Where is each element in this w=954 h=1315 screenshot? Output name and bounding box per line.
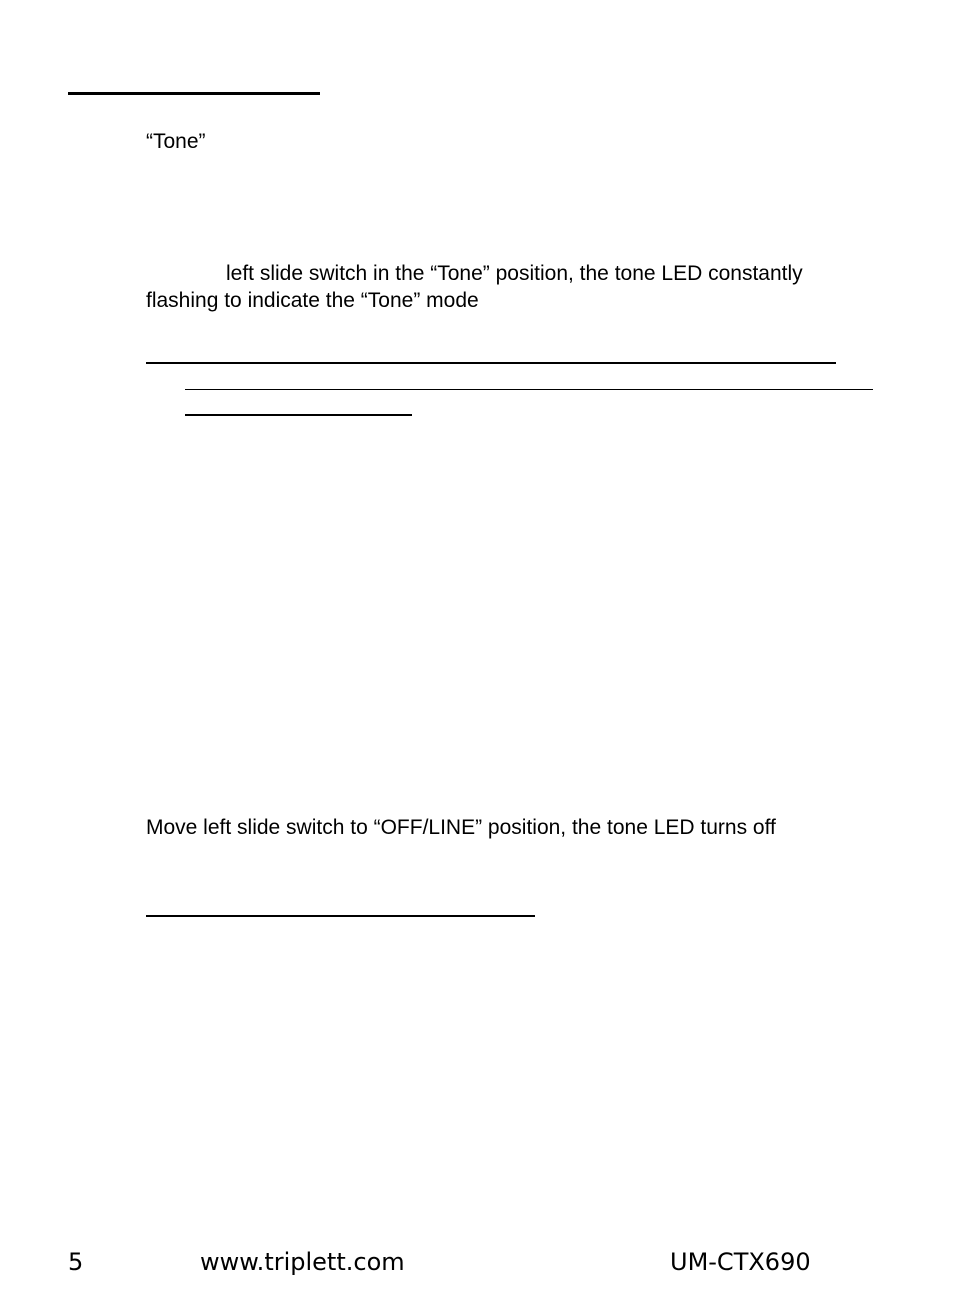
paragraph-tone-line-2: flashing to indicate the “Tone” mode [146,289,479,312]
paragraph-off-line: Move left slide switch to “OFF/LINE” position, the tone LED turns off [146,816,776,839]
subheading-underline-short [185,414,412,416]
tone-label: “Tone” [146,130,206,153]
subheading-underline-long [185,389,873,390]
website-link[interactable]: www.triplett.com [200,1248,405,1276]
page-number: 5 [68,1248,84,1276]
model-number: UM-CTX690 [670,1248,811,1276]
paragraph-tone-line-1: left slide switch in the “Tone” position, the tone LED constantly [226,262,803,285]
heading-underline-middle [146,362,836,364]
heading-underline-bottom [146,915,535,917]
heading-underline-top [68,92,320,95]
